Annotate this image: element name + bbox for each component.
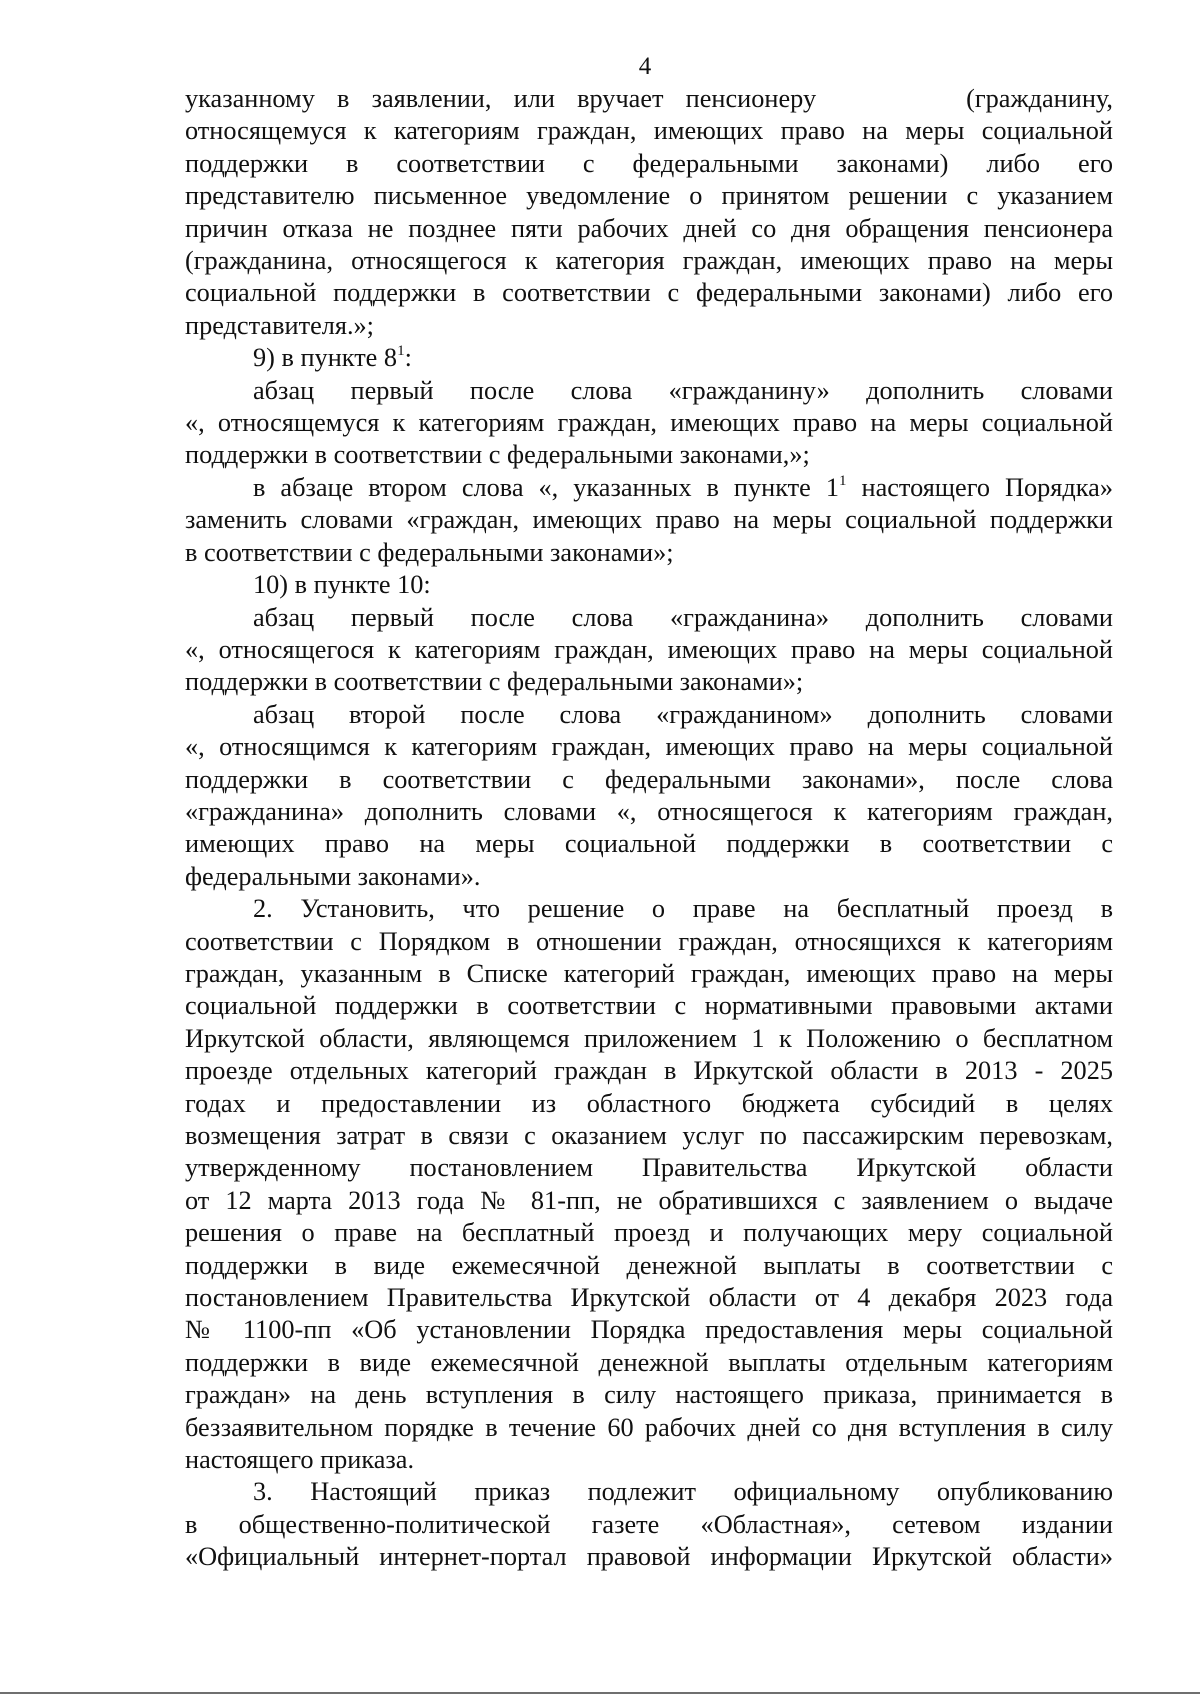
text-line: абзац первый после слова «гражданина» дополнить словами	[253, 602, 1113, 632]
text-line: № 1100-пп «Об установлении Порядка предоставления меры социальной	[185, 1315, 1113, 1345]
text-line: «, относящимся к категориям граждан, имеющих право на меры социальной	[185, 732, 1113, 762]
text-line: поддержки в виде ежемесячной денежной выплаты в соответствии с	[185, 1250, 1113, 1280]
text-line: граждан, указанным в Списке категорий граждан, имеющих право на меры	[185, 958, 1113, 988]
text-line: 10) в пункте 10:	[253, 570, 431, 600]
text-line: решения о праве на бесплатный проезд и получающих меру социальной	[185, 1218, 1113, 1248]
text-fragment: 9) в пункте 8	[253, 343, 398, 373]
text-line	[185, 472, 1113, 504]
text-line: представителя.»;	[185, 310, 374, 340]
superscript: 1	[838, 473, 847, 490]
text-line: социальной поддержки в соответствии с нормативными правовыми актами	[185, 991, 1113, 1021]
text-line: годах и предоставлении из областного бюджета субсидий в целях	[185, 1088, 1113, 1118]
text-line: в общественно-политической газете «Областная», сетевом издании	[185, 1509, 1113, 1539]
text-line: от 12 марта 2013 года № 81-пп, не обратившихся с заявлением о выдаче	[185, 1185, 1113, 1215]
text-line: «гражданина» дополнить словами «, относящегося к категориям граждан,	[185, 796, 1113, 826]
text-line: настоящего приказа.	[185, 1445, 415, 1475]
text-line: 3. Настоящий приказ подлежит официальному опубликованию	[253, 1477, 1113, 1507]
text-fragment: указанному в заявлении, или вручает пенсионеру	[185, 84, 817, 113]
text-line: заменить словами «граждан, имеющих право на меры социальной поддержки	[185, 505, 1113, 535]
text-line: абзац второй после слова «гражданином» дополнить словами	[253, 699, 1113, 729]
text-line: (гражданина, относящегося к категория граждан, имеющих право на меры	[185, 246, 1113, 276]
scan-edge-line	[0, 1692, 1200, 1694]
text-line: поддержки в соответствии с федеральными законами,»;	[185, 440, 810, 470]
text-line: причин отказа не позднее пяти рабочих дней со дня обращения пенсионера	[185, 213, 1113, 243]
text-line: Иркутской области, являющемся приложением 1 к Положению о бесплатном	[185, 1023, 1113, 1053]
text-line: федеральными законами».	[185, 861, 481, 891]
text-line: абзац первый после слова «гражданину» дополнить словами	[253, 375, 1113, 405]
text-line: «Официальный интернет-портал правовой информации Иркутской области»	[185, 1542, 1113, 1572]
text-fragment: в абзаце втором слова «, указанных в пункте 1	[253, 472, 839, 502]
text-fragment: (гражданину,	[966, 84, 1113, 113]
text-line: беззаявительном порядке в течение 60 рабочих дней со дня вступления в силу	[185, 1412, 1113, 1442]
text-line: «, относящегося к категориям граждан, имеющих право на меры социальной	[185, 634, 1113, 664]
text-line: относящемуся к категориям граждан, имеющих право на меры социальной	[185, 116, 1113, 146]
page-number: 4	[638, 53, 652, 80]
text-line: постановлением Правительства Иркутской области от 4 декабря 2023 года	[185, 1283, 1113, 1313]
text-line: 2. Установить, что решение о праве на бесплатный проезд в	[253, 894, 1113, 924]
text-line: социальной поддержки в соответствии с федеральными законами) либо его	[185, 278, 1113, 308]
document-body	[185, 83, 1113, 1574]
text-line	[185, 342, 1113, 374]
text-line: соответствии с Порядком в отношении граждан, относящихся к категориям	[185, 926, 1113, 956]
text-line: возмещения затрат в связи с оказанием услуг по пассажирским перевозкам,	[185, 1121, 1113, 1150]
text-line: утвержденному постановлением Правительства Иркутской области	[185, 1153, 1113, 1183]
text-line: представителю письменное уведомление о принятом решении с указанием	[185, 181, 1113, 211]
text-line	[185, 83, 1113, 115]
text-line: поддержки в соответствии с федеральными законами»;	[185, 667, 804, 697]
text-line: проезде отдельных категорий граждан в Иркутской области в 2013 - 2025	[185, 1056, 1113, 1086]
text-line: «, относящемуся к категориям граждан, имеющих право на меры социальной	[185, 408, 1113, 438]
text-line: поддержки в соответствии с федеральными законами», после слова	[185, 764, 1113, 794]
text-line: поддержки в соответствии с федеральными законами) либо его	[185, 148, 1113, 178]
text-fragment: :	[404, 343, 412, 373]
text-fragment: настоящего Порядка»	[846, 472, 1113, 502]
superscript: 1	[397, 343, 405, 360]
text-line: в соответствии с федеральными законами»;	[185, 537, 674, 567]
text-line: граждан» на день вступления в силу настоящего приказа, принимается в	[185, 1380, 1113, 1410]
text-line: имеющих право на меры социальной поддержки в соответствии с	[185, 829, 1113, 859]
text-line: поддержки в виде ежемесячной денежной выплаты отдельным категориям	[185, 1347, 1113, 1377]
